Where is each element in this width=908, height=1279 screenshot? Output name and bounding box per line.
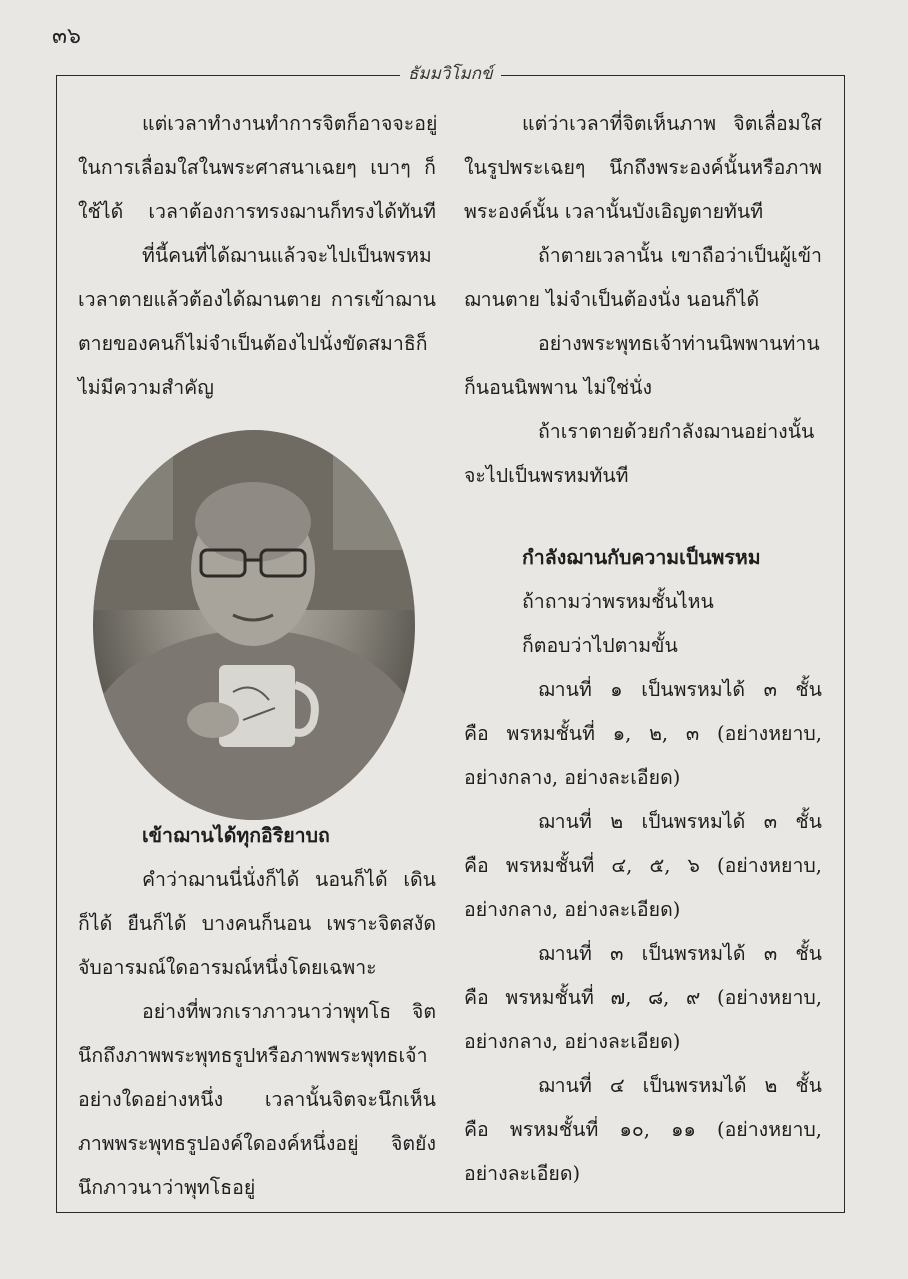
text-line: คือ พรหมชั้นที่ ๑, ๒, ๓ (อย่างหยาบ,: [464, 722, 822, 745]
text-line: ตายของคนก็ไม่จำเป็นต้องไปนั่งขัดสมาธิก็: [78, 332, 428, 355]
text-line: ถ้าเราตายด้วยกำลังฌานอย่างนั้น: [538, 420, 815, 443]
text-line: จับอารมณ์ใดอารมณ์หนึ่งโดยเฉพาะ: [78, 956, 377, 979]
text-line: นึกถึงภาพพระพุทธรูปหรือภาพพระพุทธเจ้า: [78, 1044, 428, 1067]
text-line: ภาพพระพุทธรูปองค์ใดองค์หนึ่งอยู่ จิตยัง: [78, 1132, 436, 1155]
text-line: จะไปเป็นพรหมทันที: [464, 464, 629, 487]
text-line: อย่างกลาง, อย่างละเอียด): [464, 898, 681, 921]
text-line: นึกภาวนาว่าพุทโธอยู่: [78, 1176, 256, 1199]
text-line: อย่างใดอย่างหนึ่ง เวลานั้นจิตจะนึกเห็น: [78, 1088, 436, 1111]
text-line: ถ้าถามว่าพรหมชั้นไหน: [522, 590, 714, 613]
text-line: ก็นอนนิพพาน ไม่ใช่นั่ง: [464, 376, 652, 399]
text-line: ฌานที่ ๒ เป็นพรหมได้ ๓ ชั้น: [538, 810, 822, 833]
section-heading: เข้าฌานได้ทุกอิริยาบถ: [142, 824, 330, 847]
text-line: ก็ได้ ยืนก็ได้ บางคนก็นอน เพราะจิตสงัด: [78, 912, 436, 935]
page-number: ๓๖: [52, 24, 82, 49]
text-line: อย่างที่พวกเราภาวนาว่าพุทโธ จิต: [142, 1000, 436, 1023]
text-line: ที่นี้คนที่ได้ฌานแล้วจะไปเป็นพรหม: [142, 244, 432, 267]
monk-portrait-photo: [93, 430, 415, 820]
text-line: ไม่มีความสำคัญ: [78, 376, 214, 399]
text-line: คือ พรหมชั้นที่ ๑๐, ๑๑ (อย่างหยาบ,: [464, 1118, 822, 1141]
text-line: ก็ตอบว่าไปตามขั้น: [522, 634, 678, 657]
text-line: ฌานที่ ๔ เป็นพรหมได้ ๒ ชั้น: [538, 1074, 822, 1097]
text-line: อย่างกลาง, อย่างละเอียด): [464, 1030, 681, 1053]
text-line: คือ พรหมชั้นที่ ๗, ๘, ๙ (อย่างหยาบ,: [464, 986, 822, 1009]
text-line: พระองค์นั้น เวลานั้นบังเอิญตายทันที: [464, 200, 764, 223]
running-title: ธัมมวิโมกข์: [400, 60, 501, 87]
text-line: ฌานตาย ไม่จำเป็นต้องนั่ง นอนก็ได้: [464, 288, 760, 311]
text-line: ใช้ได้ เวลาต้องการทรงฌานก็ทรงได้ทันที: [78, 200, 436, 223]
text-line: คือ พรหมชั้นที่ ๔, ๕, ๖ (อย่างหยาบ,: [464, 854, 822, 877]
text-line: เวลาตายแล้วต้องได้ฌานตาย การเข้าฌาน: [78, 288, 436, 311]
section-heading: กำลังฌานกับความเป็นพรหม: [522, 546, 761, 569]
text-line: ฌานที่ ๑ เป็นพรหมได้ ๓ ชั้น: [538, 678, 822, 701]
text-line: อย่างกลาง, อย่างละเอียด): [464, 766, 681, 789]
text-line: ฌานที่ ๓ เป็นพรหมได้ ๓ ชั้น: [538, 942, 822, 965]
text-line: แต่เวลาทำงานทำการจิตก็อาจจะอยู่: [142, 112, 438, 135]
text-line: ถ้าตายเวลานั้น เขาถือว่าเป็นผู้เข้า: [538, 244, 822, 267]
text-line: คำว่าฌานนี่นั่งก็ได้ นอนก็ได้ เดิน: [142, 868, 436, 891]
text-line: แต่ว่าเวลาที่จิตเห็นภาพ จิตเลื่อมใส: [522, 112, 822, 135]
text-line: อย่างละเอียด): [464, 1162, 581, 1185]
text-line: ในรูปพระเฉยๆ นึกถึงพระองค์นั้นหรือภาพ: [464, 156, 822, 179]
right-column: [464, 0, 824, 1279]
text-line: ในการเลื่อมใสในพระศาสนาเฉยๆ เบาๆ ก็: [78, 156, 436, 179]
text-line: อย่างพระพุทธเจ้าท่านนิพพานท่าน: [538, 332, 820, 355]
